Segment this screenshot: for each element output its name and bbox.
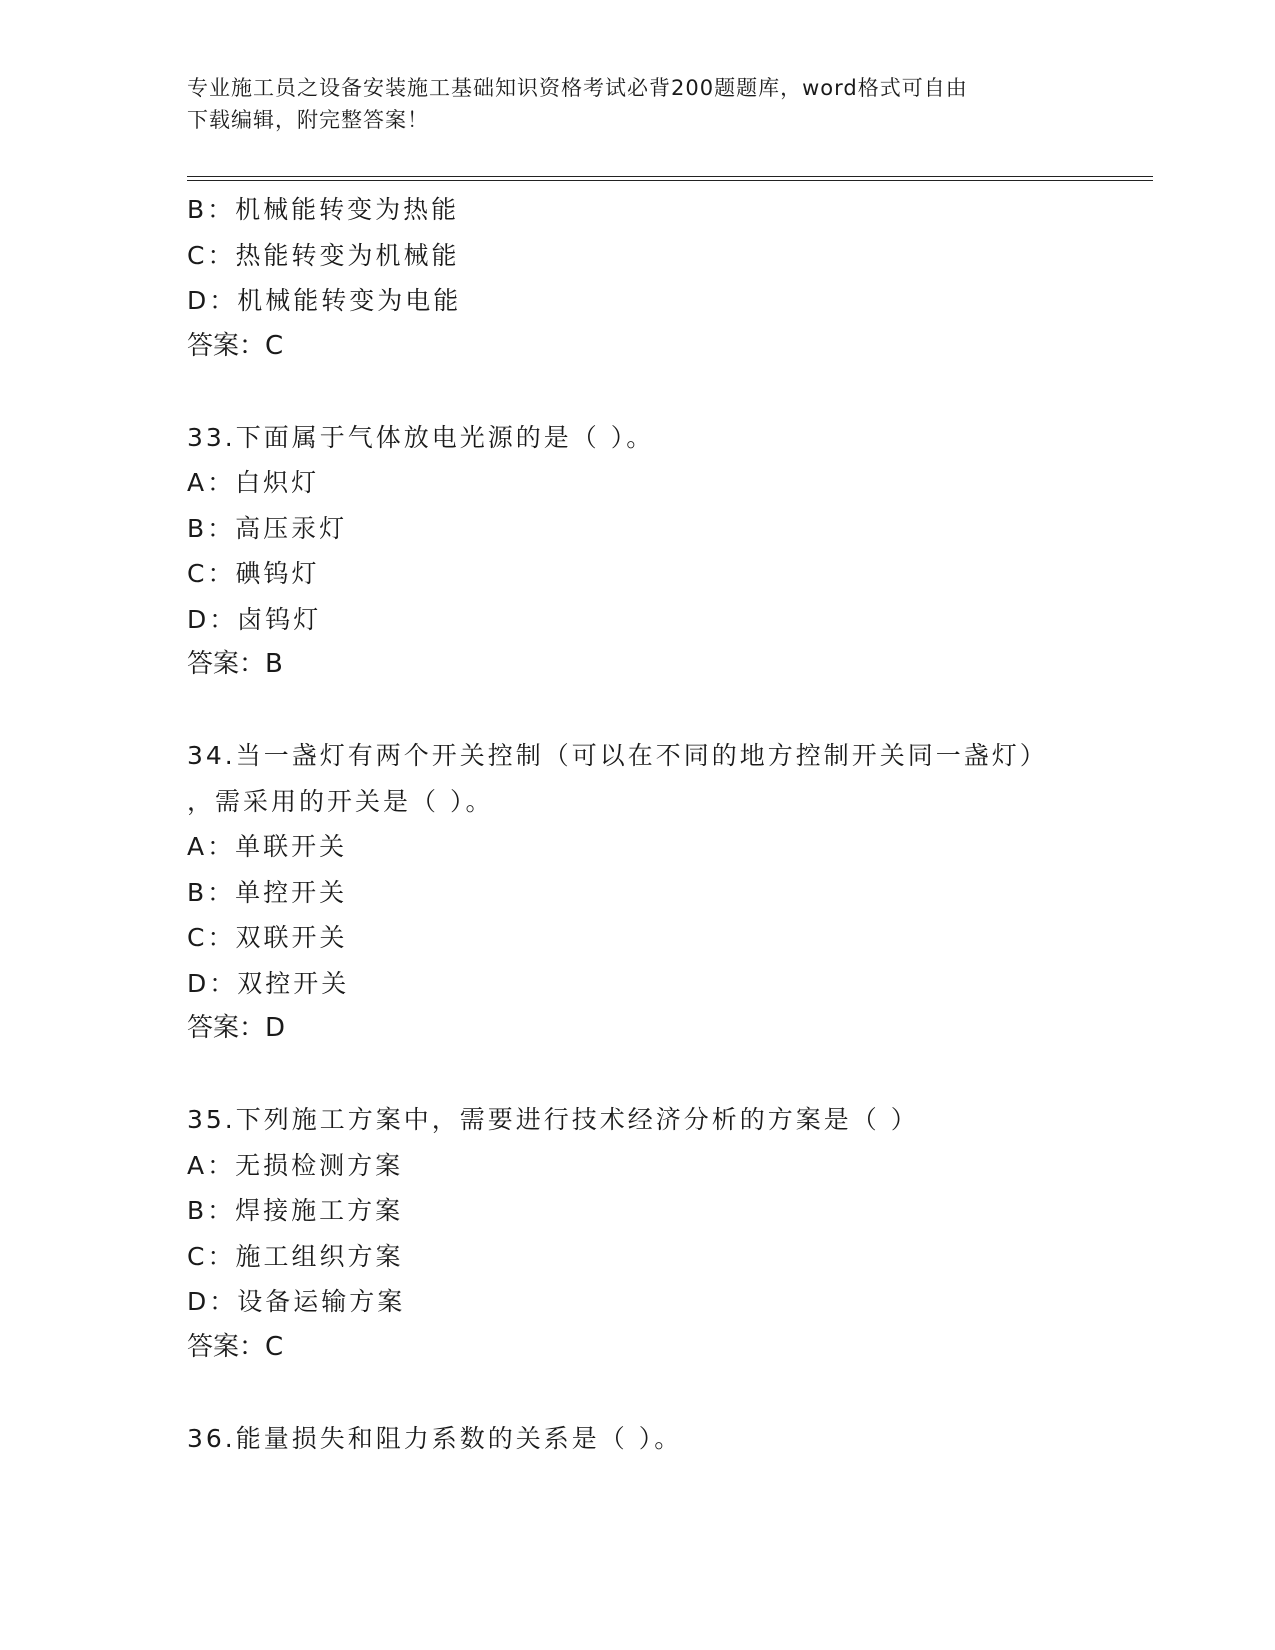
- question-36: [187, 1416, 1147, 1462]
- question-stem: 36.能量损失和阻力系数的关系是（ ）。: [187, 1423, 683, 1453]
- header-line-2: 下载编辑，附完整答案！: [187, 108, 429, 132]
- option-line: B：机械能转变为热能: [187, 195, 460, 224]
- question-stem: 34.当一盏灯有两个开关控制（可以在不同的地方控制开关同一盏灯）: [187, 741, 1048, 770]
- option-line: D：双控开关: [187, 968, 350, 998]
- prev-question-tail: [187, 187, 1147, 369]
- header-divider: [187, 176, 1153, 181]
- option-line: C：施工组织方案: [187, 1241, 404, 1271]
- option-line: A：白炽灯: [187, 468, 320, 497]
- option-line: B：高压汞灯: [187, 513, 348, 543]
- question-34: [187, 733, 1147, 1052]
- option-line: D：机械能转变为电能: [187, 286, 462, 315]
- option-line: D：设备运输方案: [187, 1287, 406, 1316]
- answer-line: 答案：B: [187, 649, 283, 679]
- question-stem-continued: ，需采用的开关是（ ）。: [187, 786, 494, 816]
- answer-line: 答案：C: [187, 1331, 284, 1362]
- option-line: B：单控开关: [187, 877, 348, 907]
- option-line: B：焊接施工方案: [187, 1196, 404, 1225]
- document-header: [187, 72, 1087, 136]
- question-list: [187, 187, 1147, 1461]
- option-line: A：单联开关: [187, 832, 348, 861]
- answer-line: 答案：C: [187, 330, 284, 361]
- option-line: C：热能转变为机械能: [187, 240, 460, 270]
- option-line: C：碘钨灯: [187, 559, 320, 588]
- question-35: [187, 1097, 1147, 1370]
- option-line: D：卤钨灯: [187, 604, 322, 634]
- question-33: [187, 415, 1147, 688]
- option-line: A：无损检测方案: [187, 1150, 404, 1180]
- answer-line: 答案：D: [187, 1013, 286, 1043]
- question-stem: 33.下面属于气体放电光源的是（ ）。: [187, 422, 655, 452]
- question-stem: 35.下列施工方案中，需要进行技术经济分析的方案是（ ）: [187, 1105, 919, 1134]
- option-line: C：双联开关: [187, 923, 348, 952]
- header-line-1: 专业施工员之设备安装施工基础知识资格考试必背200题题库，word格式可自由: [187, 76, 968, 100]
